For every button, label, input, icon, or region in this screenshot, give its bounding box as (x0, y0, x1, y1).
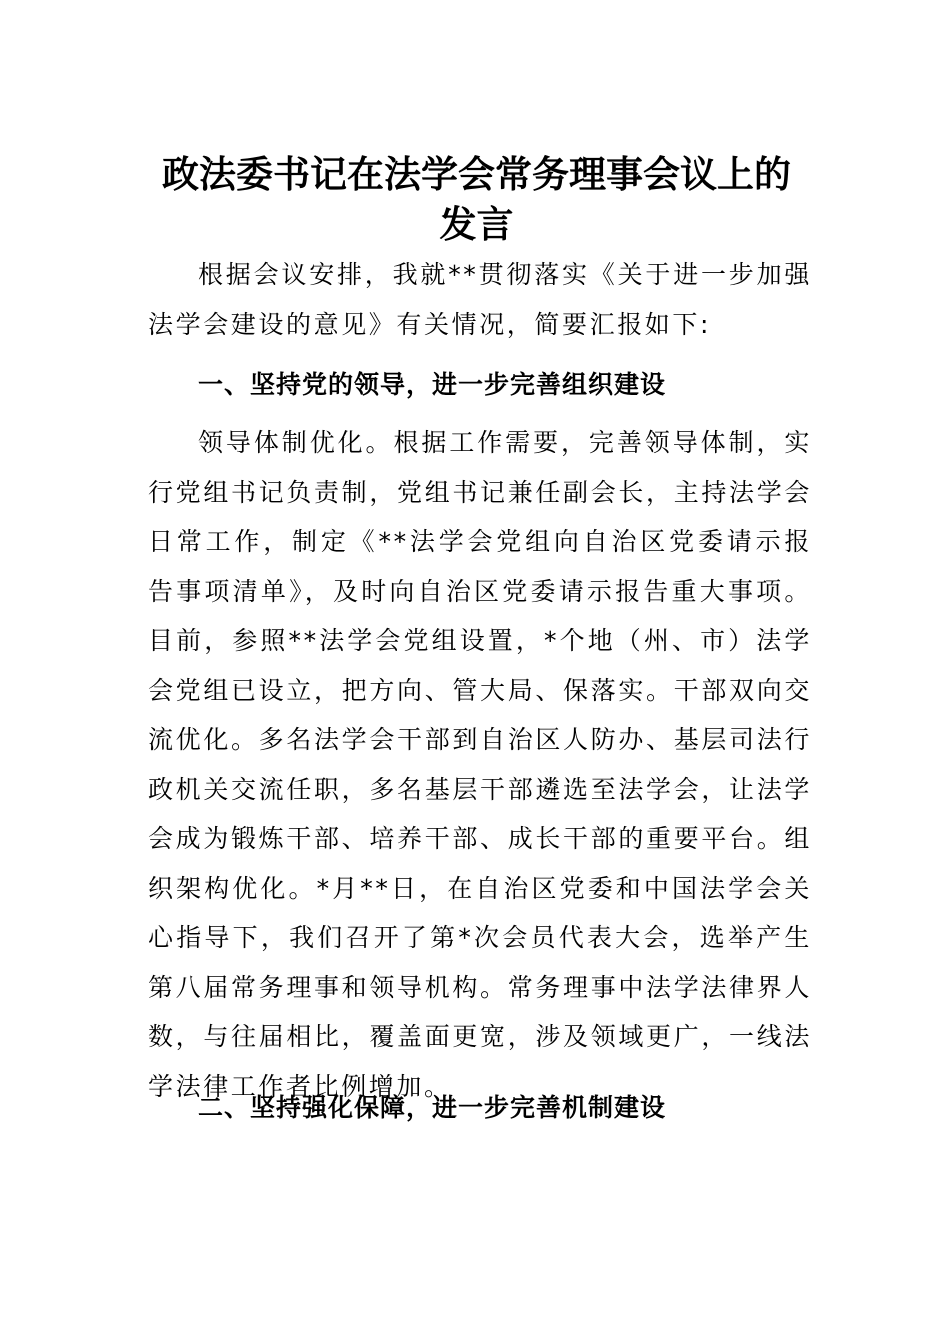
title-line-1: 政法委书记在法学会常务理事会议上的 (162, 151, 791, 196)
title-line-2: 发言 (439, 201, 514, 246)
section-2-heading: 二、坚持强化保障，进一步完善机制建设 (198, 1093, 667, 1122)
document-title (148, 149, 805, 249)
section-1-body: 领导体制优化。根据工作需要，完善领导体制，实行党组书记负责制，党组书记兼任副会长，主持法学会日常工作，制定《**法学会党组向自治区党委请示报告事项清单》，及时向自治区党委请示报告重大事项。目前，参照**法学会党组设置，*个地（州、市）法学会党组已设立，把方向、管大局、保落实。干部双向交流优化。多名法学会干部到自治区人防办、基层司法行政机关交流任职，多名基层干部遴选至法学会，让法学会成为锻炼干部、培养干部、成长干部的重要平台。组织架构优化。*月**日，在自治区党委和中国法学会关心指导下，我们召开了第*次会员代表大会，选举产生第八届常务理事和领导机构。常务理事中法学法律界人数，与往届相比，覆盖面更宽，涉及领域更广，一线法学法律工作者比例增加。 (148, 428, 812, 1101)
section-1-heading: 一、坚持党的领导，进一步完善组织建设 (198, 370, 667, 399)
intro-paragraph: 根据会议安排，我就**贯彻落实《关于进一步加强法学会建设的意见》有关情况，简要汇报如下: (148, 260, 812, 339)
